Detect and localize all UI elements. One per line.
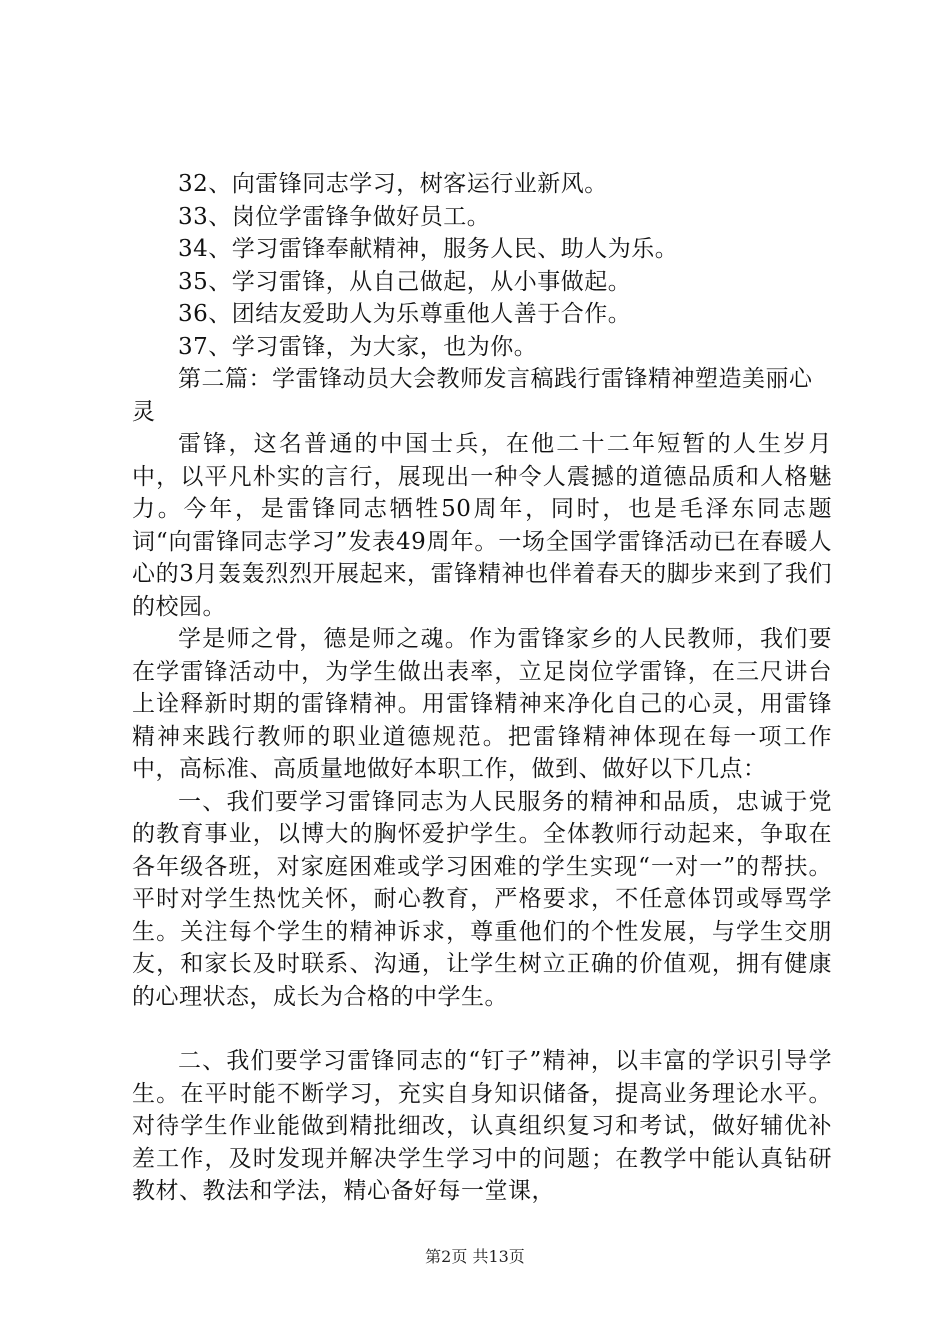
list-item: 37、学习雷锋，为大家，也为你。 bbox=[178, 333, 538, 360]
paragraph: 二、我们要学习雷锋同志的“钉子”精神，以丰富的学识引导学生。在平时能不断学习，充实自身知识储备，提高业务理论水平。对待学生作业能做到精批细改，认真组织复习和考试，做好辅优补差工作，及时发现并解决学生学习中的问题；在教学中能认真钻研教材、教法和学法，精心备好每一堂课， bbox=[132, 1048, 832, 1204]
section-heading: 第二篇：学雷锋动员大会教师发言稿践行雷锋精神塑造美丽心灵 bbox=[132, 366, 813, 425]
list-item: 34、学习雷锋奉献精神，服务人民、助人为乐。 bbox=[178, 236, 679, 262]
paragraph: 一、我们要学习雷锋同志为人民服务的精神和品质，忠诚于党的教育事业，以博大的胸怀爱护学生。全体教师行动起来，争取在各年级各班，对家庭困难或学习困难的学生实现“一对一”的帮扶。平时对学生热忱关怀，耐心教育，严格要求，不任意体罚或辱骂学生。关注每个学生的精神诉求，尊重他们的个性发展，与学生交朋友，和家长及时联系、沟通，让学生树立正确的价值观，拥有健康的心理状态，成长为合格的中学生。 bbox=[132, 788, 832, 1010]
paragraph: 雷锋，这名普通的中国士兵，在他二十二年短暂的人生岁月中，以平凡朴实的言行，展现出一种令人震撼的道德品质和人格魅力。今年，是雷锋同志牺牲50周年，同时，也是毛泽东同志题词“向雷锋同志学习”发表49周年。一场全国学雷锋活动已在春暖人心的3月轰轰烈烈开展起来，雷锋精神也伴着春天的脚步来到了我们的校园。 bbox=[132, 431, 832, 620]
list-item: 36、团结友爱助人为乐尊重他人善于合作。 bbox=[178, 301, 632, 327]
document-body bbox=[132, 168, 832, 1208]
paragraph-spacer bbox=[132, 1013, 832, 1045]
list-item: 35、学习雷锋，从自己做起，从小事做起。 bbox=[178, 268, 632, 295]
paragraph: 学是师之骨，德是师之魂。作为雷锋家乡的人民教师，我们要在学雷锋活动中，为学生做出表率，立足岗位学雷锋，在三尺讲台上诠释新时期的雷锋精神。用雷锋精神来净化自己的心灵，用雷锋精神来践行教师的职业道德规范。把雷锋精神体现在每一项工作中，高标准、高质量地做好本职工作，做到、做好以下几点： bbox=[132, 626, 832, 782]
page-number-footer: 第2页 共13页 bbox=[425, 1247, 525, 1266]
list-item: 33、岗位学雷锋争做好员工。 bbox=[178, 203, 491, 230]
list-item: 32、向雷锋同志学习，树客运行业新风。 bbox=[178, 171, 608, 197]
